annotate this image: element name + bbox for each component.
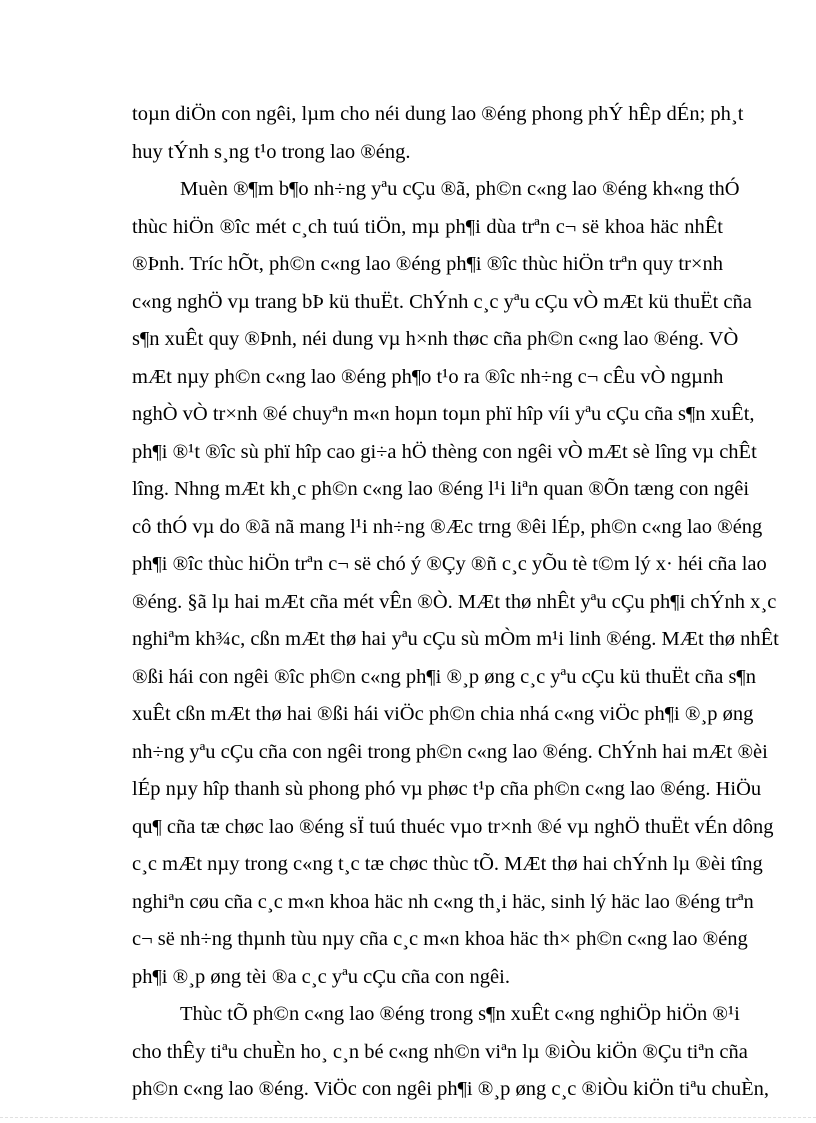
text-line-11: lîng. Nhng mÆt kh¸c ph©n c«ng lao ®éng l¹i liªn quan ®Õn tæng con ngêi [132, 478, 750, 500]
text-line-16: ®ßi hái con ngêi ®îc ph©n c«ng ph¶i ®¸p øng c¸c yªu cÇu kü thuËt cña s¶n [132, 666, 756, 688]
text-line-3: Muèn ®¶m b¶o nh÷ng yªu cÇu ®ã, ph©n c«ng lao ®éng kh«ng thÓ [180, 178, 740, 200]
page-bottom-edge [0, 1117, 816, 1118]
text-line-22: nghiªn cøu cña c¸c m«n khoa häc nh c«ng th¸i häc, sinh lý häc lao ®éng trªn [132, 891, 754, 913]
text-line-2: huy tÝnh s¸ng t¹o trong lao ®éng. [132, 141, 411, 163]
text-line-23: c¬ së nh÷ng thµnh tùu nµy cña c¸c m«n khoa häc th× ph©n c«ng lao ®éng [132, 928, 748, 950]
text-line-18: nh÷ng yªu cÇu cña con ngêi trong ph©n c«ng lao ®éng. ChÝnh hai mÆt ®èi [132, 741, 768, 763]
text-line-6: c«ng nghÖ vµ trang bÞ kü thuËt. ChÝnh c¸c yªu cÇu vÒ mÆt kü thuËt cña [132, 291, 752, 313]
text-line-12: cô thÓ vµ do ®ã nã mang l¹i nh÷ng ®Æc trng ®êi lÉp, ph©n c«ng lao ®éng [132, 516, 763, 538]
text-line-26: cho thÊy tiªu chuÈn ho¸ c¸n bé c«ng nh©n viªn lµ ®iÒu kiÖn ®Çu tiªn cña [132, 1041, 748, 1063]
text-line-17: xuÊt cßn mÆt thø hai ®ßi hái viÖc ph©n chia nhá c«ng viÖc ph¶i ®¸p øng [132, 703, 754, 725]
text-line-14: ®éng. §ã lµ hai mÆt cña mét vÊn ®Ò. MÆt thø nhÊt yªu cÇu ph¶i chÝnh x¸c [132, 591, 777, 613]
text-line-8: mÆt nµy ph©n c«ng lao ®éng ph¶o t¹o ra ®îc nh÷ng c¬ cÊu vÒ ngµnh [132, 366, 724, 388]
text-line-4: thùc hiÖn ®îc mét c¸ch tuú tiÖn, mµ ph¶i dùa trªn c¬ së khoa häc nhÊt [132, 216, 723, 238]
text-line-5: ®Þnh. Tríc hÕt, ph©n c«ng lao ®éng ph¶i ®îc thùc hiÖn trªn quy tr×nh [132, 253, 723, 275]
text-line-20: qu¶ cña tæ chøc lao ®éng sÏ tuú thuéc vµo tr×nh ®é vµ nghÖ thuËt vÉn dông [132, 816, 774, 838]
text-line-19: lÉp nµy hîp thanh sù phong phó vµ phøc t¹p cña ph©n c«ng lao ®éng. HiÖu [132, 778, 762, 800]
text-line-10: ph¶i ®¹t ®îc sù phï hîp cao gi÷a hÖ thèng con ngêi vÒ mÆt sè lîng vµ chÊt [132, 441, 757, 463]
text-line-21: c¸c mÆt nµy trong c«ng t¸c tæ chøc thùc tÕ. MÆt thø hai chÝnh lµ ®èi tîng [132, 853, 763, 875]
text-line-24: ph¶i ®¸p øng tèi ®a c¸c yªu cÇu cña con ngêi. [132, 966, 510, 988]
text-line-1: toµn diÖn con ngêi, lµm cho néi dung lao ®éng phong phÝ hÊp dÉn; ph¸t [132, 103, 744, 125]
text-line-25: Thùc tÕ ph©n c«ng lao ®éng trong s¶n xuÊt c«ng nghiÖp hiÖn ®¹i [180, 1003, 740, 1025]
text-line-13: ph¶i ®îc thùc hiÖn trªn c¬ së chó ý ®Çy ®ñ c¸c yÕu tè t©m lý x· héi cña lao [132, 553, 767, 575]
text-line-27: ph©n c«ng lao ®éng. ViÖc con ngêi ph¶i ®¸p øng c¸c ®iÒu kiÖn tiªu chuÈn, [132, 1078, 769, 1100]
text-line-15: nghiªm kh¾c, cßn mÆt thø hai yªu cÇu sù mÒm m¹i linh ®éng. MÆt thø nhÊt [132, 628, 779, 650]
text-line-7: s¶n xuÊt quy ®Þnh, néi dung vµ h×nh thøc cña ph©n c«ng lao ®éng. VÒ [132, 328, 739, 350]
text-line-9: nghÒ vÒ tr×nh ®é chuyªn m«n hoµn toµn phï hîp víi yªu cÇu cña s¶n xuÊt, [132, 403, 755, 425]
